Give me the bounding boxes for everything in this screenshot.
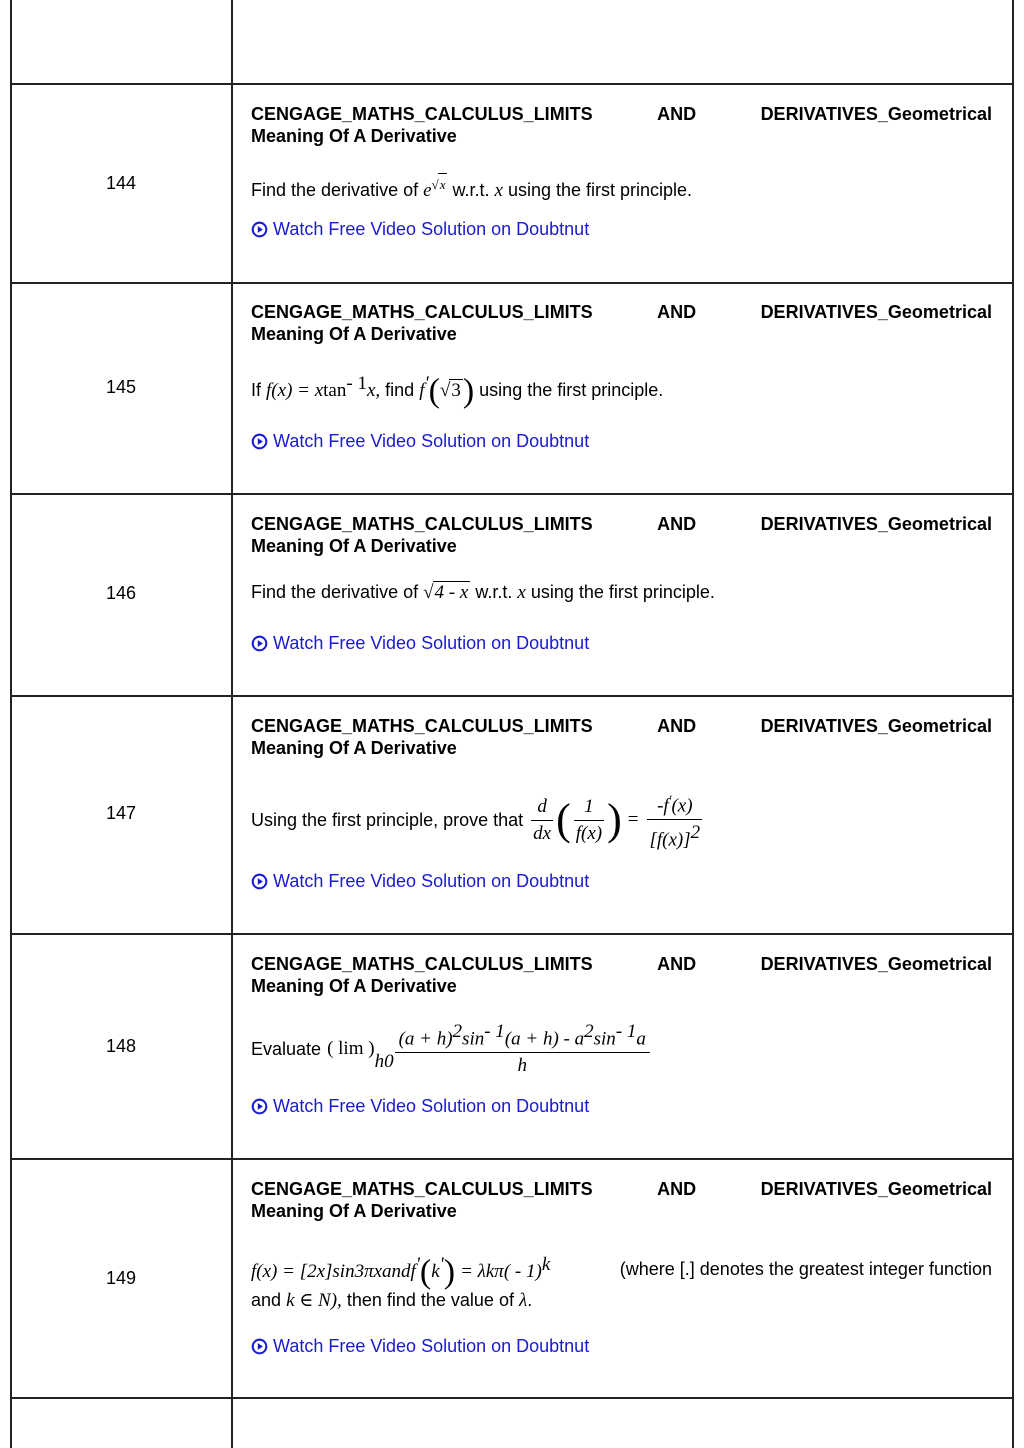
watch-video-link[interactable] (251, 431, 589, 452)
watch-video-label: Watch Free Video Solution on Doubtnut (273, 633, 590, 653)
question-heading: CENGAGE_MATHS_CALCULUS_LIMITS AND DERIVATIVES_Geometrical Meaning Of A Derivative (251, 302, 992, 344)
row-divider (10, 1158, 1013, 1160)
play-circle-icon (251, 1338, 268, 1355)
row-divider (10, 493, 1013, 495)
watch-video-link[interactable] (251, 219, 589, 240)
question-heading: CENGAGE_MATHS_CALCULUS_LIMITS AND DERIVATIVES_Geometrical Meaning Of A Derivative (251, 716, 992, 758)
watch-video-label: Watch Free Video Solution on Doubtnut (273, 219, 590, 239)
question-heading: CENGAGE_MATHS_CALCULUS_LIMITS AND DERIVATIVES_Geometrical Meaning Of A Derivative (251, 1179, 992, 1221)
row-divider (10, 282, 1013, 284)
question-text: Using the first principle, prove that $\frac{d}{dx}$ ( $\frac{1}{f(x)}$ ) = $\frac{-f'(x)}{[f(x)]^2}$ (251, 792, 701, 851)
question-cell (251, 513, 992, 683)
question-text: Find the derivative of $e^{√x}$ w.r.t. x using the first principle. (251, 173, 992, 202)
question-number: 147 (105, 803, 137, 823)
table-column-divider (231, 0, 233, 1448)
row-divider (10, 695, 1013, 697)
question-heading: CENGAGE_MATHS_CALCULUS_LIMITS AND DERIVATIVES_Geometrical Meaning Of A Derivative (251, 104, 992, 146)
question-number: 144 (105, 173, 137, 193)
play-circle-icon (251, 873, 268, 890)
watch-video-label: Watch Free Video Solution on Doubtnut (273, 1096, 590, 1116)
watch-video-label: Watch Free Video Solution on Doubtnut (273, 871, 590, 891)
watch-video-label: Watch Free Video Solution on Doubtnut (273, 431, 590, 451)
question-cell (251, 103, 992, 273)
play-circle-icon (251, 635, 268, 652)
row-divider (10, 933, 1013, 935)
question-number: 146 (105, 583, 137, 603)
question-cell (251, 301, 992, 481)
question-text: Find the derivative of √4 - x w.r.t. x using the first principle. (251, 582, 715, 603)
question-text: Evaluate ( lim ) h0 $\frac{(a + h)^2\sin^{- 1}(a + h) - a^2\sin^{- 1}a}{h}$ (251, 1021, 992, 1077)
play-circle-icon (251, 221, 268, 238)
question-number: 145 (105, 377, 137, 397)
watch-video-label: Watch Free Video Solution on Doubtnut (273, 1336, 590, 1356)
watch-video-link[interactable] (251, 871, 589, 892)
watch-video-link[interactable] (251, 1336, 589, 1357)
watch-video-link[interactable] (251, 633, 589, 654)
question-cell (251, 715, 992, 925)
row-divider (10, 1397, 1013, 1399)
question-heading: CENGAGE_MATHS_CALCULUS_LIMITS AND DERIVATIVES_Geometrical Meaning Of A Derivative (251, 514, 992, 556)
question-cell (251, 1178, 992, 1388)
question-text: f(x) = [2x]sin3πxandf'(k') = λkπ( - 1)$^k$ (where [.] denotes the greatest integer function and k ∈ N), then find the value of λ. (251, 1253, 992, 1312)
watch-video-link[interactable] (251, 1096, 589, 1117)
question-number: 148 (105, 1036, 137, 1056)
question-cell (251, 953, 992, 1148)
table-right-border (1012, 0, 1014, 1448)
question-number: 149 (105, 1268, 137, 1288)
play-circle-icon (251, 1098, 268, 1115)
row-divider (10, 83, 1013, 85)
question-text: If f(x) = xtan$^{- 1}$x, find f'(√3) using the first principle. (251, 372, 664, 410)
question-heading: CENGAGE_MATHS_CALCULUS_LIMITS AND DERIVATIVES_Geometrical Meaning Of A Derivative (251, 954, 992, 996)
play-circle-icon (251, 433, 268, 450)
table-left-border (10, 0, 12, 1448)
